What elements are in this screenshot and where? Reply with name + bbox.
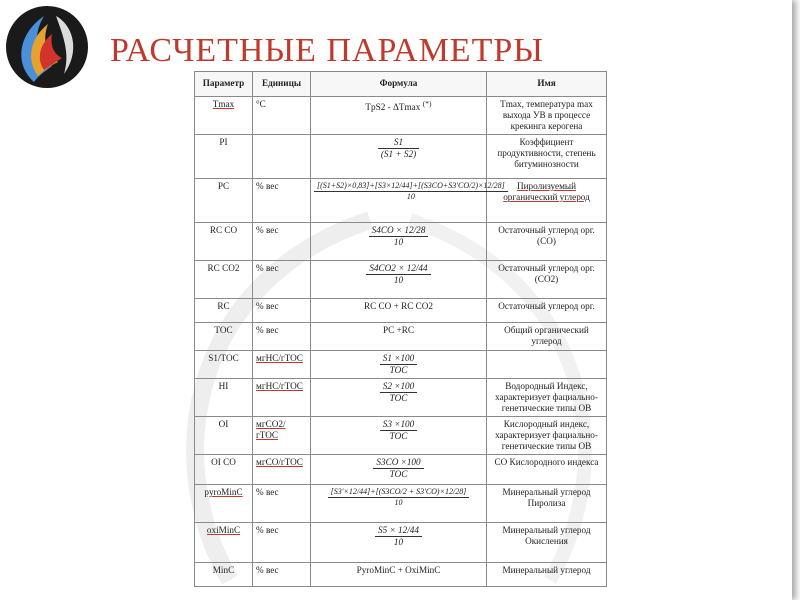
table-row [195, 455, 607, 485]
name-cell: Общий органический углерод [487, 323, 607, 351]
formula-cell: PC +RC [311, 323, 487, 351]
fraction-denominator: TOC [389, 393, 408, 404]
name-cell: Кислородный индекс, характеризует фациально-генетические типы ОВ [487, 417, 607, 455]
name-cell: Остаточный углерод орг. (CO) [487, 223, 607, 261]
formula-cell [311, 135, 487, 179]
header-units: Единицы [253, 72, 311, 97]
fraction-numerator: S1 ×100 [380, 353, 417, 365]
fraction-numerator: S4CO2 × 12/44 [366, 263, 430, 275]
fraction-numerator: S3CO ×100 [373, 457, 423, 469]
units-cell: % вес [253, 261, 311, 299]
fraction-denominator: 10 [393, 537, 404, 548]
param-cell: TOC [195, 323, 253, 351]
table-row [195, 351, 607, 379]
param-cell: S1/TOC [195, 351, 253, 379]
name-cell: Остаточный углерод орг. (CO2) [487, 261, 607, 299]
formula-cell [311, 351, 487, 379]
name-cell: Остаточный углерод орг. [487, 299, 607, 323]
formula-cell [311, 417, 487, 455]
name-cell: Минеральный углерод [487, 563, 607, 587]
table-row [195, 417, 607, 455]
param-cell [195, 485, 253, 523]
table-row [195, 379, 607, 417]
fraction-numerator: S2 ×100 [380, 381, 417, 393]
formula-cell [311, 455, 487, 485]
formula-cell [311, 179, 505, 223]
units-cell: % вес [253, 299, 311, 323]
formula-fraction [375, 525, 422, 548]
param-cell: PI [195, 135, 253, 179]
formula-cell [311, 523, 487, 563]
table-row [195, 485, 607, 523]
name-cell: Минеральный углерод Пиролиза [487, 485, 607, 523]
formula-fraction [373, 457, 423, 480]
formula-cell [311, 261, 487, 299]
formula-text: TpS2 - ΔTmax [365, 102, 421, 113]
formula-cell [311, 223, 487, 261]
header-param: Параметр [195, 72, 253, 97]
fraction-numerator: S5 × 12/44 [375, 525, 422, 537]
fraction-denominator: (S1 + S2) [380, 149, 417, 160]
units-cell [253, 417, 311, 455]
header-name: Имя [487, 72, 607, 97]
fraction-denominator: 10 [393, 237, 404, 248]
param-text: oxiMinC [206, 525, 241, 536]
table-row [195, 97, 607, 135]
fraction-denominator: TOC [389, 365, 408, 376]
formula-cell [311, 485, 487, 523]
fraction-denominator: TOC [389, 469, 408, 480]
units-cell [253, 351, 311, 379]
formula-fraction [366, 263, 430, 286]
slide-title: РАСЧЕТНЫЕ ПАРАМЕТРЫ [110, 32, 544, 69]
name-cell: Минеральный углерод Окисления [487, 523, 607, 563]
name-cell [487, 351, 607, 379]
formula-fraction [378, 137, 419, 160]
formula-fraction [380, 381, 417, 404]
formula-cell [311, 97, 487, 135]
table-row [195, 323, 607, 351]
units-cell: % вес [253, 523, 311, 563]
param-cell [195, 523, 253, 563]
table-row [195, 135, 607, 179]
param-cell: PC [195, 179, 253, 223]
units-cell: °C [253, 97, 311, 135]
units-text: мгCO2/гTOC [256, 419, 286, 441]
param-cell: OI [195, 417, 253, 455]
units-cell: % вес [253, 323, 311, 351]
formula-fraction [380, 419, 417, 442]
parameters-table [194, 71, 607, 587]
param-cell: RC CO [195, 223, 253, 261]
name-cell: CO Кислородного индекса [487, 455, 607, 485]
units-cell [253, 455, 311, 485]
table-row [195, 261, 607, 299]
name-cell: Коэффициент продуктивности, степень битуминозности [487, 135, 607, 179]
param-cell: OI CO [195, 455, 253, 485]
formula-fraction [314, 181, 508, 201]
fraction-numerator: S4CO × 12/28 [369, 225, 429, 237]
fraction-numerator: S3 ×100 [380, 419, 417, 431]
formula-cell: RC CO + RC CO2 [311, 299, 487, 323]
formula-note: (*) [422, 99, 432, 108]
units-cell [253, 379, 311, 417]
fraction-denominator: TOC [389, 431, 408, 442]
fraction-numerator: S1 [378, 137, 419, 149]
units-text: мгHC/гTOC [256, 381, 303, 392]
table-header-row [195, 72, 607, 97]
company-logo [4, 4, 90, 90]
param-cell: HI [195, 379, 253, 417]
header-formula: Формула [311, 72, 487, 97]
table-row [195, 223, 607, 261]
table-row [195, 563, 607, 587]
formula-fraction [369, 225, 429, 248]
name-cell: Водородный Индекс, характеризует фациально-генетические типы ОВ [487, 379, 607, 417]
formula-fraction [328, 487, 470, 507]
formula-cell [311, 379, 487, 417]
units-cell: % вес [253, 223, 311, 261]
param-cell: RC [195, 299, 253, 323]
fraction-denominator: 10 [394, 497, 403, 507]
name-cell: Tmax, температура max выхода УВ в процессе крекинга керогена [487, 97, 607, 135]
units-cell: % вес [253, 179, 311, 223]
fraction-numerator: [S3'×12/44]+[(S3CO/2 + S3'CO)×12/28] [328, 487, 470, 498]
table-row [195, 179, 607, 223]
units-cell: % вес [253, 485, 311, 523]
units-cell [253, 135, 311, 179]
param-cell: RC CO2 [195, 261, 253, 299]
formula-fraction [380, 353, 417, 376]
param-cell: MinC [195, 563, 253, 587]
formula-cell: PyroMinC + OxiMinC [311, 563, 487, 587]
table-row [195, 299, 607, 323]
fraction-numerator: [(S1+S2)×0,83]+[S3×12/44]+[(S3CO+S3'CO/2)×12/28] [314, 181, 508, 192]
fraction-denominator: 10 [406, 191, 415, 201]
units-cell: % вес [253, 563, 311, 587]
units-text: мгCO/гTOC [256, 457, 303, 468]
name-text: Пиролизуемый органический углерод [503, 181, 590, 203]
table-row [195, 523, 607, 563]
fraction-denominator: 10 [393, 275, 404, 286]
units-text: мгHC/гTOC [256, 353, 303, 364]
param-cell: Tmax [212, 99, 235, 109]
param-text: pyroMinC [204, 487, 243, 498]
